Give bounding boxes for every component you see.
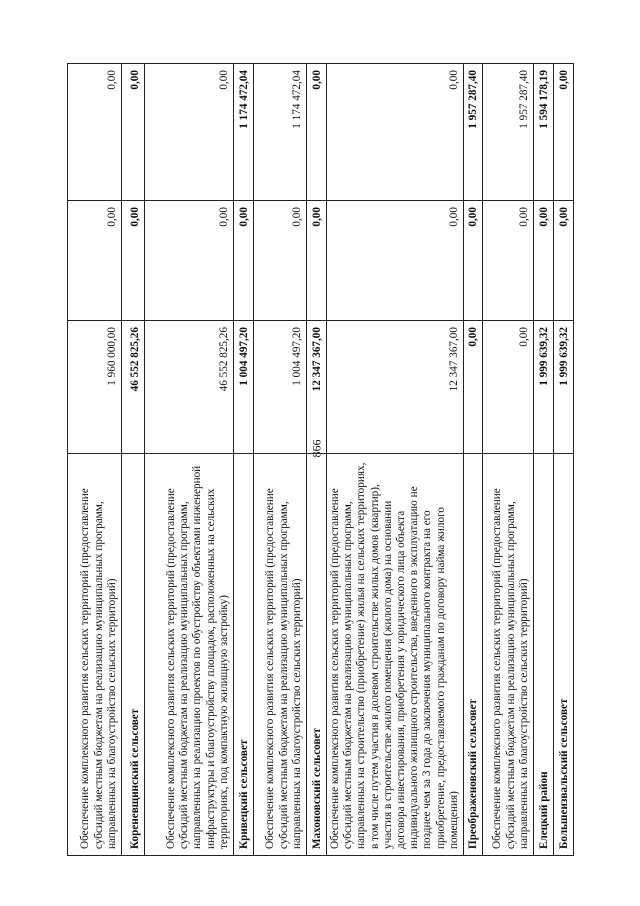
value-col-2: 0,00 <box>122 201 145 321</box>
row-description: Кривецкий сельсовет <box>234 454 254 856</box>
row-description: Обеспечение комплексного развития сельских территорий (предоставление субсидий местным бюджетам на реализацию муниципальных программ, направленных на строительство (приобретение) жилья на сельских территориях, в том числе путем участия в долевом строительстве жилых домов (квартир), участия в строительстве жилого помещения (жилого дома) на основании договора инвестирования, приобретения у юридического лица объекта индивидуального жилищного строительства, введенного в эксплуатацию не позднее чем за 3 года до заключения муниципального контракта на его приобретение, предоставляемого гражданам по договору найма жилого помещения) <box>327 454 464 856</box>
value-col-1: 0,00 <box>483 321 534 454</box>
budget-table-container <box>67 64 570 856</box>
value-col-2: 0,00 <box>234 201 254 321</box>
value-col-3: 1 957 287,40 <box>483 64 534 201</box>
table-row <box>234 64 254 856</box>
value-col-3: 0,00 <box>122 64 145 201</box>
row-description: Большеизвальский сельсовет <box>554 454 574 856</box>
value-col-3: 0,00 <box>554 64 574 201</box>
row-description: Елецкий район <box>534 454 554 856</box>
page-number: 866 <box>309 439 324 458</box>
value-col-1: 1 004 497,20 <box>254 321 307 454</box>
value-col-2: 0,00 <box>554 201 574 321</box>
value-col-3: 0,00 <box>145 64 234 201</box>
row-description: Кореневщинский сельсовет <box>122 454 145 856</box>
value-col-3: 0,00 <box>327 64 464 201</box>
value-col-2: 0,00 <box>534 201 554 321</box>
value-col-1: 1 004 497,20 <box>234 321 254 454</box>
value-col-1: 12 347 367,00 <box>307 321 327 454</box>
row-description: Обеспечение комплексного развития сельских территорий (предоставление субсидий местным бюджетам на реализацию муниципальных программ, направленных на благоустройство сельских территорий) <box>483 454 534 856</box>
table-body <box>68 64 574 856</box>
table-row <box>68 64 122 856</box>
table-row <box>145 64 234 856</box>
value-col-3: 1 174 472,04 <box>254 64 307 201</box>
value-col-1: 46 552 825,26 <box>145 321 234 454</box>
value-col-1: 0,00 <box>464 321 483 454</box>
value-col-3: 0,00 <box>307 64 327 201</box>
row-description: Махоновский сельсовет <box>307 454 327 856</box>
value-col-3: 0,00 <box>68 64 122 201</box>
value-col-3: 1 957 287,40 <box>464 64 483 201</box>
value-col-2: 0,00 <box>254 201 307 321</box>
table-row <box>483 64 534 856</box>
table-row <box>534 64 554 856</box>
table-row <box>554 64 574 856</box>
table-row <box>327 64 464 856</box>
value-col-2: 0,00 <box>483 201 534 321</box>
value-col-2: 0,00 <box>145 201 234 321</box>
table-row <box>464 64 483 856</box>
table-row <box>122 64 145 856</box>
value-col-1: 1 999 639,32 <box>534 321 554 454</box>
row-description: Обеспечение комплексного развития сельских территорий (предоставление субсидий местным бюджетам на реализацию муниципальных программ, направленных на реализацию проектов по обустройству объектами инженерной инфраструктуры и благоустройству площадок, расположенных на сельских территориях, под компактную жилищную застройку) <box>145 454 234 856</box>
value-col-2: 0,00 <box>327 201 464 321</box>
value-col-3: 1 594 178,19 <box>534 64 554 201</box>
value-col-1: 1 960 000,00 <box>68 321 122 454</box>
value-col-1: 1 999 639,32 <box>554 321 574 454</box>
table-row <box>254 64 307 856</box>
value-col-3: 1 174 472,04 <box>234 64 254 201</box>
value-col-2: 0,00 <box>307 201 327 321</box>
budget-table <box>67 63 574 856</box>
value-col-2: 0,00 <box>68 201 122 321</box>
value-col-1: 12 347 367,00 <box>327 321 464 454</box>
row-description: Обеспечение комплексного развития сельских территорий (предоставление субсидий местным бюджетам на реализацию муниципальных программ, направленных на благоустройство сельских территорий) <box>254 454 307 856</box>
value-col-1: 46 552 825,26 <box>122 321 145 454</box>
row-description: Преображеновский сельсовет <box>464 454 483 856</box>
value-col-2: 0,00 <box>464 201 483 321</box>
row-description: Обеспечение комплексного развития сельских территорий (предоставление субсидий местным бюджетам на реализацию муниципальных программ, направленных на благоустройство сельских территорий) <box>68 454 122 856</box>
table-row <box>307 64 327 856</box>
